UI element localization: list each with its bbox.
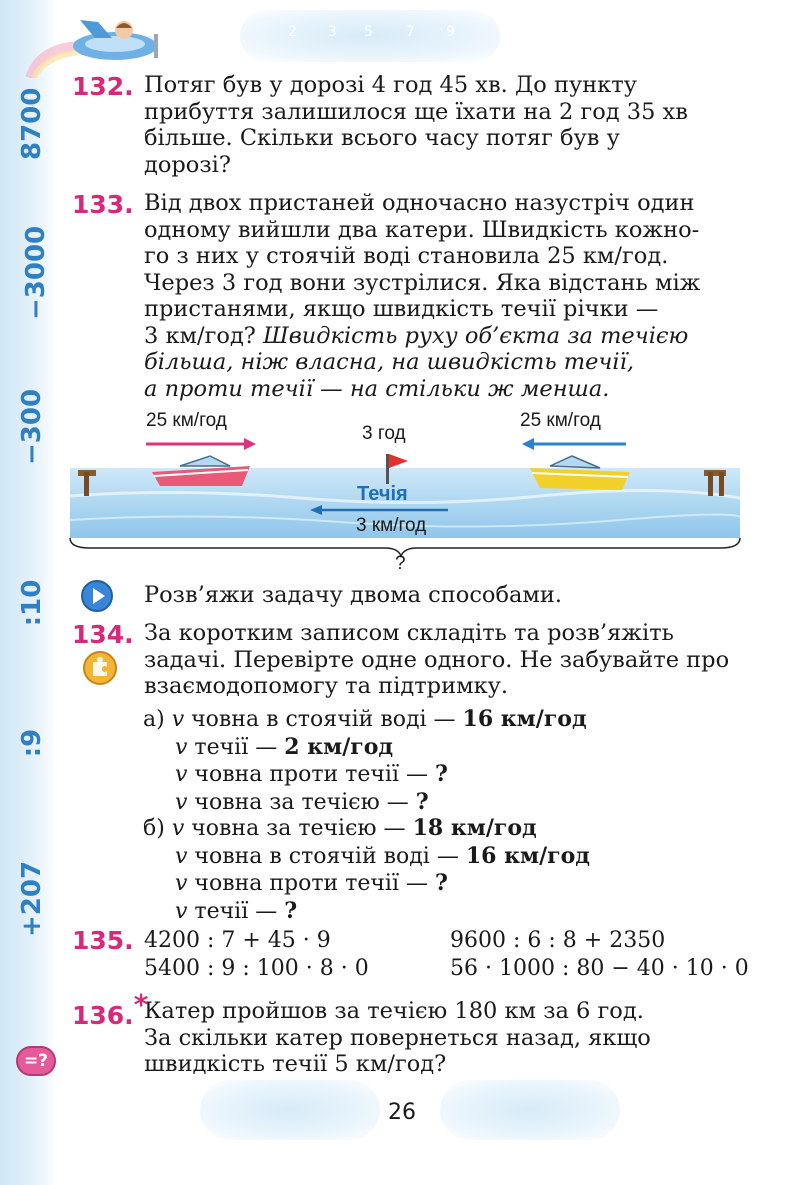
text-line: задачі. Перевірте одне одного. Не забувайте про — [144, 646, 730, 673]
task-text — [144, 998, 742, 1078]
puzzle-icon — [82, 650, 118, 686]
time-label: 3 год — [362, 423, 406, 444]
text-line — [144, 323, 742, 350]
row-value: ? — [435, 870, 448, 896]
text-line: більше. Скільки всього часу потяг був у — [144, 125, 620, 151]
current-speed-label: 3 км/год — [356, 515, 427, 536]
velocity-symbol: v — [175, 734, 188, 760]
airplane-icon — [20, 8, 170, 78]
distance-question: ? — [395, 553, 406, 574]
task-number: 134. — [72, 620, 134, 649]
part-a-row — [143, 789, 587, 817]
right-speed-arrow — [522, 438, 626, 450]
cloud-digit: 9 — [446, 24, 455, 40]
equals-question-badge: =? — [16, 1046, 56, 1076]
part-b-row — [143, 843, 590, 871]
task-132 — [72, 72, 742, 178]
part-label: а) — [143, 707, 165, 732]
task-136 — [72, 988, 742, 1078]
task-text — [144, 190, 742, 402]
row-text: човна в стоячій воді — — [184, 707, 463, 732]
part-a-row — [143, 706, 587, 734]
row-text: човна в стоячій воді — — [187, 843, 466, 869]
row-value: ? — [284, 897, 298, 924]
text-line: Потяг був у дорозі 4 год 45 хв. До пункту — [144, 72, 637, 98]
page-number: 26 — [388, 1100, 416, 1125]
task-134 — [72, 620, 742, 700]
expression: 9600 : 6 : 8 + 2350 — [450, 928, 666, 953]
left-speed-label: 25 км/год — [146, 410, 227, 431]
text-line: Катер пройшов за течією 180 км за 6 год. — [144, 998, 644, 1024]
hint-italic: а проти течії — на стільки ж менша. — [144, 375, 610, 402]
velocity-symbol: v — [175, 843, 188, 869]
left-speed-arrow — [146, 438, 256, 450]
task-number: 133. — [72, 190, 134, 219]
text-line — [144, 376, 742, 403]
current-label: Течія — [357, 483, 408, 505]
strip-number: −300 — [17, 388, 47, 465]
part-b-row — [143, 870, 590, 898]
velocity-symbol: v — [175, 898, 188, 924]
velocity-symbol: v — [171, 707, 185, 732]
task-number-text: 136. — [72, 1001, 134, 1030]
text-line: швидкість течії 5 км/год? — [144, 1051, 447, 1077]
velocity-symbol: v — [175, 871, 188, 896]
part-a — [143, 706, 587, 816]
text-line: пристанями, якщо швидкість течії річки — — [144, 296, 659, 322]
part-a-row — [143, 761, 587, 789]
row-text: човна за течією — — [187, 789, 416, 815]
row-value: ? — [435, 761, 448, 787]
text-line: За скільки катер повернеться назад, якщо — [144, 1024, 651, 1051]
hint-italic: більша, ніж власна, на швидкість течії, — [144, 349, 634, 375]
right-boat-icon — [530, 456, 630, 490]
text-line: прибуття залишилося ще їхати на 2 год 35 хв — [144, 98, 688, 125]
row-text: човна за течією — — [184, 816, 413, 841]
task-text — [144, 72, 742, 178]
right-speed-label: 25 км/год — [520, 410, 601, 431]
row-value: 2 км/год — [284, 733, 394, 760]
cloud-digit: 2 — [288, 24, 297, 40]
play-icon — [80, 579, 114, 613]
expression: 56 · 1000 : 80 − 40 · 10 · 0 — [450, 956, 749, 981]
text-line: Через 3 год вони зустрілися. Яка відстань між — [144, 269, 701, 296]
row-text: човна проти течії — — [187, 871, 435, 896]
row-value: 18 км/год — [412, 815, 537, 841]
row-value: 16 км/год — [465, 842, 590, 869]
strip-number: :9 — [17, 728, 47, 758]
velocity-symbol: v — [175, 789, 188, 815]
velocity-symbol: v — [175, 762, 188, 787]
part-b — [143, 815, 590, 925]
cloud-digit: 7 — [406, 24, 415, 40]
text-line: одному вийшли два катери. Швидкість кожно- — [144, 216, 700, 243]
expression: 4200 : 7 + 45 · 9 — [144, 928, 331, 953]
task-number — [72, 988, 149, 1031]
bottom-cloud-right — [440, 1080, 620, 1140]
task-133 — [72, 190, 742, 402]
text-line — [144, 349, 742, 376]
strip-number: +207 — [17, 860, 47, 937]
strip-number: :10 — [17, 579, 47, 627]
hint-two-methods: Розв’яжи задачу двома способами. — [144, 582, 563, 608]
part-b-row — [143, 898, 590, 926]
part-a-row — [143, 734, 587, 762]
task-number: 132. — [72, 72, 134, 101]
part-b-row — [143, 815, 590, 843]
top-cloud-decor — [240, 10, 500, 62]
star-mark: * — [133, 988, 149, 1021]
text-fragment: 3 км/год? — [144, 322, 264, 349]
text-line: За коротким записом складіть та розв’яжіть — [144, 620, 674, 646]
text-line: взаємодопомогу та підтримку. — [144, 673, 509, 699]
cloud-digit: 5 — [364, 24, 373, 40]
bottom-cloud-left — [200, 1080, 380, 1140]
row-text: течії — — [187, 898, 285, 924]
part-label: б) — [143, 816, 165, 841]
row-value: 16 км/год — [462, 706, 587, 732]
task-text — [144, 620, 742, 700]
task-number: 135. — [72, 926, 134, 955]
strip-number: −3000 — [21, 225, 51, 320]
row-text: течії — — [187, 734, 285, 760]
text-line: го з них у стоячій воді становила 25 км/год. — [144, 243, 669, 269]
expression: 5400 : 9 : 100 · 8 · 0 — [144, 956, 369, 981]
cloud-digit: 3 — [328, 24, 337, 40]
text-line: Від двох пристаней одночасно назустріч один — [144, 190, 695, 216]
row-text: човна проти течії — — [187, 762, 435, 787]
text-line: дорозі? — [144, 151, 231, 178]
row-value: ? — [415, 788, 429, 815]
hint-italic: Швидкість руху об’єкта за течією — [263, 322, 689, 349]
strip-number: 8700 — [17, 87, 47, 160]
velocity-symbol: v — [171, 816, 185, 841]
